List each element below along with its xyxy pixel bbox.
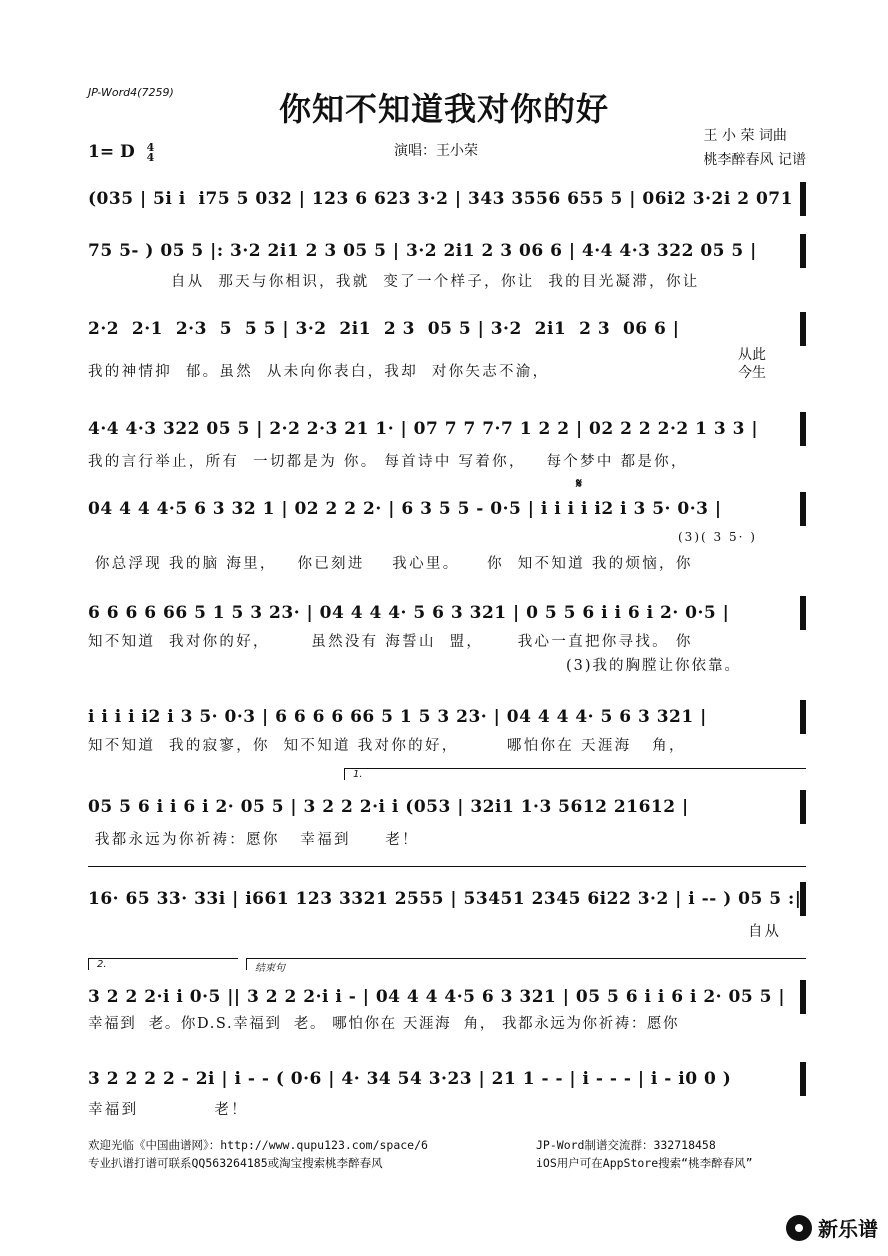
coda-label: 结束句 (255, 963, 285, 974)
footer-line-1-left: 欢迎光临《中国曲谱网》：http://www.qupu123.com/space/6 (88, 1138, 428, 1152)
record-disc-icon (786, 1215, 812, 1241)
footer-right (536, 1136, 753, 1172)
barline (800, 234, 806, 268)
alt-notes: (3)( 3 5· ) (678, 530, 757, 544)
lyrics-line: 你总浮现 我的脑 海里， 你已刻进 我心里。 你 知不知道 我的烦恼，你 (88, 556, 693, 572)
volta-2 (88, 958, 238, 970)
final-barline (800, 1062, 806, 1096)
notes-line: 2·2 2·1 2·3 5 5 5 | 3·2 2i1 2 3 05 5 | 3·2 2i1 2 3 06 6 | (88, 319, 680, 339)
notes-line: (035 | 5i i i75 5 032 | 123 6 623 3·2 | 343 3556 655 5 | 06i2 3·2i 2 071 | (88, 189, 806, 209)
notes-line: 3 2 2 2·i i 0·5 || 3 2 2 2·i i - | 04 4 4 4·5 6 3 321 | 05 5 6 i i 6 i 2· 05 5 | (88, 987, 786, 1007)
volta-1-label: 1. (353, 769, 363, 780)
barline (800, 596, 806, 630)
brace-line-2: 今生 (738, 365, 766, 381)
key-text: 1= D (88, 142, 135, 162)
time-signature (146, 140, 155, 164)
footer-line-1-right: JP-Word制谱交流群：332718458 (536, 1138, 716, 1152)
lyrics-line: 我的言行举止，所有 一切都是为 你。 每首诗中 写着你， 每个梦中 都是你， (88, 454, 688, 470)
segno-sign: 𝄋 (576, 476, 583, 492)
barline (800, 492, 806, 526)
barline (800, 312, 806, 346)
barline (800, 412, 806, 446)
lyrics-line: 自从 那天与你相识，我就 变了一个样子，你让 我的目光凝滞，你让 (88, 274, 700, 290)
barline (800, 882, 806, 916)
repeat-tail-lyric: 自从 (748, 924, 781, 940)
version-label: JP-Word4(7259) (88, 86, 174, 99)
barline (800, 790, 806, 824)
lyrics-line: 我的神情抑 郁。虽然 从未向你表白，我却 对你矢志不渝， (88, 364, 550, 380)
song-title: 你知不知道我对你的好 (278, 90, 609, 128)
lyrics-line: 知不知道 我对你的好， 虽然没有 海誓山 盟， 我心一直把你寻找。 你 (88, 634, 693, 650)
notes-line: 4·4 4·3 322 05 5 | 2·2 2·3 21 1· | 07 7 7 7·7 1 2 2 | 02 2 2 2·2 1 3 3 | (88, 419, 759, 439)
coda-bracket (246, 958, 806, 974)
barline (800, 182, 806, 216)
lyric-brace (738, 346, 766, 382)
notes-line: 6 6 6 6 66 5 1 5 3 23· | 04 4 4 4· 5 6 3 321 | 0 5 5 6 i i 6 i 2· 0·5 | (88, 603, 730, 623)
time-top: 4 (146, 140, 155, 154)
barline (800, 980, 806, 1014)
singer: 演唱：王小荣 (394, 143, 478, 159)
key-signature (88, 142, 154, 163)
volta-continuation (88, 866, 806, 867)
notes-line: i i i i i2 i 3 5· 0·3 | 6 6 6 6 66 5 1 5 3 23· | 04 4 4 4· 5 6 3 321 | (88, 707, 707, 727)
lyrics-line: 幸福到 老！ (88, 1102, 248, 1118)
time-bottom: 4 (146, 150, 155, 164)
notes-line: 16· 65 33· 33i | i661 123 3321 2555 | 53451 2345 6i22 3·2 | i -- ) 05 5 :| (88, 889, 802, 909)
footer-left (88, 1136, 428, 1172)
notes-line: 75 5- ) 05 5 |: 3·2 2i1 2 3 05 5 | 3·2 2i1 2 3 06 6 | 4·4 4·3 322 05 5 | (88, 241, 757, 261)
footer-line-2-right: iOS用户可在AppStore搜索“桃李醉春风” (536, 1156, 753, 1170)
credits (704, 124, 806, 172)
brand-name: 新乐谱 (818, 1217, 878, 1241)
notes-line: 3 2 2 2 2 - 2i | i - - ( 0·6 | 4· 34 54 3·23 | 21 1 - - | i - - - | i - i0 0 ) (88, 1069, 732, 1089)
lyricist-composer: 王 小 荣 词曲 (703, 128, 787, 144)
transcriber: 桃李醉春风 记谱 (703, 152, 806, 168)
brand-logo (786, 1213, 878, 1242)
brace-line-1: 从此 (738, 347, 766, 363)
lyrics-line: 知不知道 我的寂寥，你 知不知道 我对你的好， 哪怕你在 天涯海 角， (88, 738, 686, 754)
lyrics-line: 我都永远为你祈祷：愿你 幸福到 老！ (88, 832, 419, 848)
lyrics-line: 幸福到 老。你D.S.幸福到 老。 哪怕你在 天涯海 角， 我都永远为你祈祷：愿你 (88, 1016, 680, 1032)
footer-line-2-left: 专业扒谱打谱可联系QQ563264185或淘宝搜索桃李醉春风 (88, 1156, 383, 1170)
volta-2-label: 2. (97, 959, 107, 970)
alt-lyric: (3)我的胸膛让你依靠。 (566, 658, 742, 674)
notes-line: 04 4 4 4·5 6 3 32 1 | 02 2 2 2· | 6 3 5 5 - 0·5 | i i i i i2 i 3 5· 0·3 | (88, 499, 722, 519)
volta-1 (344, 768, 806, 780)
barline (800, 700, 806, 734)
notes-line: 05 5 6 i i 6 i 2· 05 5 | 3 2 2 2·i i (053 | 32i1 1·3 5612 21612 | (88, 797, 689, 817)
